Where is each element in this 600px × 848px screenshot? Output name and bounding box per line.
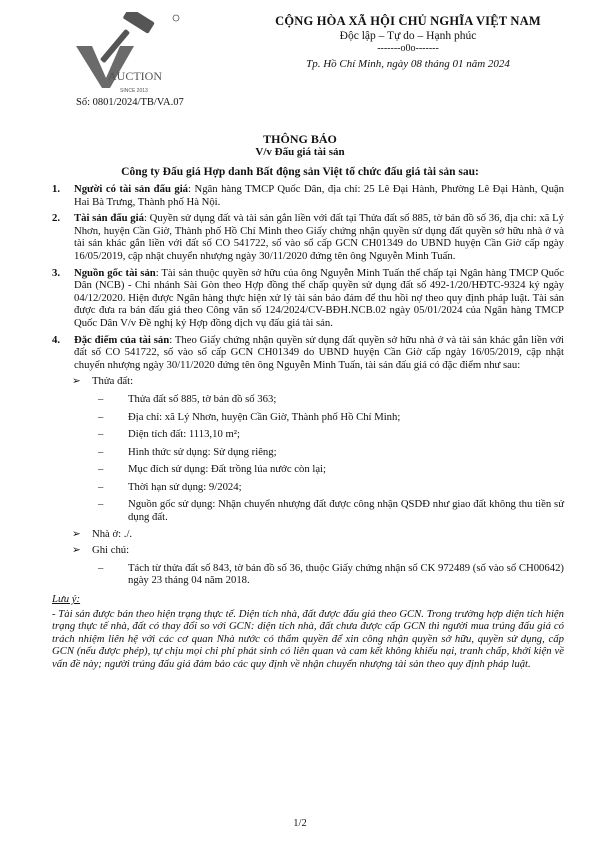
item-label: Người có tài sản đấu giá bbox=[74, 183, 189, 195]
land-row: – Địa chỉ: xã Lý Nhơn, huyện Cần Giờ, Thành phố Hồ Chí Minh; bbox=[98, 410, 401, 423]
item-number: 4. bbox=[52, 333, 61, 346]
item-label: Tài sản đấu giá bbox=[74, 212, 144, 225]
document-title: THÔNG BÁO bbox=[263, 132, 337, 146]
dash-bullet: – bbox=[98, 561, 104, 574]
dash-bullet: – bbox=[98, 498, 104, 511]
separator: -------o0o------- bbox=[377, 43, 439, 54]
arrow-bullet-icon: ➢ bbox=[72, 375, 81, 388]
dash-bullet: – bbox=[98, 463, 104, 476]
dash-bullet: – bbox=[98, 410, 104, 423]
dash-bullet: – bbox=[98, 445, 104, 458]
country-name: CỘNG HÒA XÃ HỘI CHỦ NGHĨA VIỆT NAM bbox=[275, 14, 541, 28]
item-owner bbox=[52, 183, 564, 208]
national-header bbox=[248, 14, 568, 70]
logo-since: SINCE 2013 bbox=[120, 88, 148, 94]
document-number: Số: 0801/2024/TB/VA.07 bbox=[76, 97, 184, 108]
land-row: – Hình thức sử dụng: Sử dụng riêng; bbox=[98, 445, 277, 458]
page-number: 1/2 bbox=[293, 818, 307, 829]
remark-row: – Tách từ thửa đất số 843, tờ bản đồ số 36, thuộc Giấy chứng nhận số CK 972489 (số vào sổ CH00642) ngày 23 tháng 04 năm 2018. bbox=[98, 561, 564, 587]
item-number: 3. bbox=[52, 266, 61, 279]
document-subject: V/v Đấu giá tài sản bbox=[255, 146, 345, 158]
item-text: : Quyền sử dụng đất và tài sản gắn liền với đất tại Thửa đất số 885, tờ bản đồ số 36, địa chỉ: xã Lý Nhơn, huyện Cần Giờ, Thành phố Hồ Chí Minh theo Giấy chứng nhận quyền sử dụng đất quyền sở hữu nhà ở và tài sản khác gắn liền với đất số CO 541722, số vào sổ cấp GCN CH01349 do UBND huyện Cần Giờ cấp ngày 16/05/2019, cập nhật chuyển nhượng ngày 30/11/2020 đứng tên ông Nguyễn Minh Tuấn. bbox=[74, 212, 564, 262]
land-row: – Thửa đất số 885, tờ bản đồ số 363; bbox=[98, 392, 277, 405]
arrow-bullet-icon: ➢ bbox=[72, 544, 81, 557]
arrow-bullet-icon: ➢ bbox=[72, 527, 81, 540]
item-features bbox=[52, 334, 564, 372]
item-text: : Theo Giấy chứng nhận quyền sử dụng đất quyền sở hữu nhà ở và tài sản khác gắn liền với đất số CO 541722, số vào sổ cấp GCN CH01349 do UBND huyện Cần Giờ cấp ngày 16/05/2019, cập nhật chuyển nhượng ngày 30/11/2020 đứng tên ông Nguyễn Minh Tuấn, tài sản đấu giá có đặc điểm như sau: bbox=[74, 333, 564, 371]
logo-text: AUCTION bbox=[108, 69, 162, 83]
dash-bullet: – bbox=[98, 428, 104, 441]
note-text: - Tài sản được bán theo hiện trạng thực tế. Diện tích nhà, đất được đấu giá theo GCN. Trong trường hợp diện tích hiện trạng thực tế nhà, đất có thay đổi so với GCN: diện tích nhà, đất chưa được cấp GCN thì người mua trúng đấu giá có trách nhiệm liên hệ với các cơ quan Nhà nước có thẩm quyền để xin công nhận quyền sở hữu, quyền sử dụng, cấp GCN (nếu được phép), tự chịu mọi chi phí phát sinh có liên quan và cam kết không khiếu nại, tranh chấp, khởi kiện về vấn đề này; người trúng đấu giá đảm bảo các quy định về nhận chuyển nhượng tài sản theo quy định pháp luật. bbox=[52, 607, 564, 670]
item-text: : Ngân hàng TMCP Quốc Dân, địa chỉ: 25 Lê Đại Hành, Phường Lê Đại Hành, Quận Hai Bà Trưng, Thành phố Hà Nội. bbox=[74, 183, 564, 208]
land-heading: ➢ Thửa đất: bbox=[72, 375, 134, 388]
land-row: – Mục đích sử dụng: Đất trồng lúa nước còn lại; bbox=[98, 463, 326, 476]
item-number: 1. bbox=[52, 183, 61, 195]
item-asset bbox=[52, 212, 564, 262]
item-label: Đặc điểm của tài sản bbox=[74, 333, 170, 346]
item-text: : Tài sản thuộc quyền sở hữu của ông Nguyễn Minh Tuấn thế chấp tại Ngân hàng TMCP Quốc Dân (NCB) - Chi nhánh Sài Gòn theo Hợp đồng thế chấp quyền sử dụng đất số 492-1/20/HĐTC-9324 ký ngày 04/12/2020. Hiện được Ngân hàng thực hiện xử lý tài sản bảo đảm để thu hồi nợ theo quy định pháp luật. Tài sản được đưa ra bán đấu giá theo Công văn số 124/2024/CV-BĐH.NCB.02 ngày 05/01/2024 của Ngân hàng TMCP Quốc Dân V/v Đề nghị ký Hợp đồng dịch vụ đấu giá tài sản. bbox=[74, 266, 564, 329]
motto: Độc lập – Tự do – Hạnh phúc bbox=[339, 30, 477, 42]
note-label: Lưu ý: bbox=[52, 593, 81, 606]
item-label: Nguồn gốc tài sản bbox=[74, 266, 156, 279]
item-origin bbox=[52, 267, 564, 330]
notice-body bbox=[52, 183, 564, 671]
land-row: – Nguồn gốc sử dụng: Nhận chuyển nhượng đất được công nhận QSDĐ như giao đất không thu tiền sử dụng đất. bbox=[98, 498, 564, 524]
place-date: Tp. Hồ Chí Minh, ngày 08 tháng 01 năm 2024 bbox=[306, 58, 510, 70]
land-row: – Diện tích đất: 1113,10 m²; bbox=[98, 428, 240, 441]
house-line: ➢ Nhà ở: ./. bbox=[72, 527, 133, 540]
organizer-line: Công ty Đấu giá Hợp danh Bất động sản Việt tổ chức đấu giá tài sản sau: bbox=[121, 166, 479, 178]
remark-heading: ➢ Ghi chú: bbox=[72, 544, 130, 557]
vauction-logo bbox=[72, 12, 182, 96]
dash-bullet: – bbox=[98, 392, 104, 405]
dash-bullet: – bbox=[98, 480, 104, 493]
item-number: 2. bbox=[52, 212, 61, 225]
land-row: – Thời hạn sử dụng: 9/2024; bbox=[98, 480, 242, 493]
